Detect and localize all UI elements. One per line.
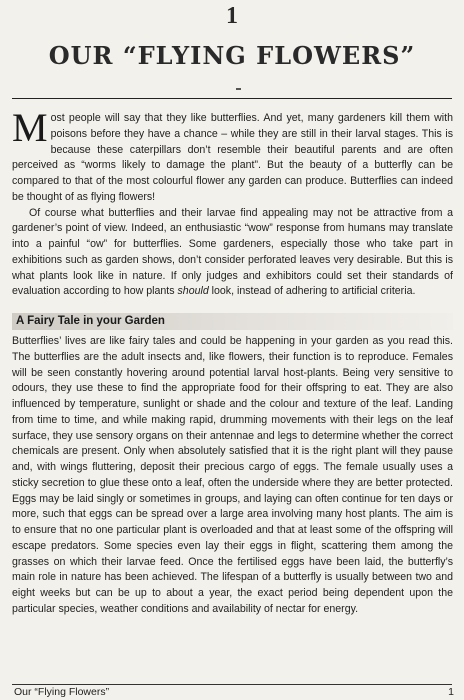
section-text (12, 334, 453, 618)
chapter-title: OUR “FLYING FLOWERS” (48, 41, 416, 70)
header-divider (12, 98, 452, 99)
chapter-number: 1 (226, 3, 238, 29)
footer-divider (12, 684, 452, 685)
drop-cap: M (12, 105, 48, 150)
intro-paragraph-1 (12, 105, 453, 206)
intro-paragraph-2-text-b: look, instead of adhering to artificial criteria. (208, 285, 416, 298)
section-heading: A Fairy Tale in your Garden (12, 313, 453, 330)
running-footer-title: Our “Flying Flowers” (14, 686, 110, 698)
intro-paragraph-1-text: ost people will say that they like butterflies. And yet, many gardeners kill them with poisons before they have a chance – while they are still in their larval stages. This is because these caterpillars don’t resemble their beautiful parents and are often perceived as “worms likely to damage the plant”. But the beauty of a butterfly can be compared to that of the most colourful flower any garden can produce. Butterflies can indeed be thought of as flying flowers! (12, 112, 453, 203)
intro-text (12, 105, 453, 300)
intro-paragraph-2-text-a: Of course what butterflies and their larvae find appealing may not be attractive from a gardener’s point of view. Indeed, an enthusiastic “wow” response from humans may translate into a painful “ow” for butterflies. Some gardeners, especially those who take part in exhibitions such as garden shows, don’t consider perforated leaves very desirable. But this is what plants look like in nature. If only judges and exhibitors could set their standards of evaluation according to how plants (12, 206, 453, 298)
intro-paragraph-2 (12, 206, 453, 301)
section-paragraph: Butterflies’ lives are like fairy tales and could be happening in your garden as you read this. The butterflies are the adult insects and, like flowers, their function is to reproduce. Females will be seen constantly hovering around potential larval host-plants. Being very sensitive to odours, they use these to find the appropriate food for their offspring to eat. They are also influenced by temperature, sunlight or shade and the colour and texture of the leaf. Landing from time to time, and while making rapid, drumming movements with their legs on the leaf surface, they use sensory organs on their antennae and legs to determine whether the correct chemicals are present. Only when absolutely satisfied that it is the right plant will they pause and, with wings fluttering, deposit their precious cargo of eggs. The female usually uses a sticky secretion to glue these onto a leaf, often the underside where they are better protected. Eggs may be laid singly or sometimes in groups, and laying can often continue for ten days or more, such that eggs can be spread over a large area involving many host plants. The aim is to ensure that no one particular plant is overloaded and that at least some of the offspring will escape predators. Some species even lay their eggs in flight, scattering them among the grasses on which their larvae feed. Once the fertilised eggs have been laid, the butterfly’s main role in nature has been achieved. The lifespan of a butterfly is usually between two and eight weeks but can be up to about a year, the exact period being dependent upon the particular species, weather conditions and availability of nectar for energy. (12, 335, 453, 615)
page-number: 1 (448, 686, 454, 698)
title-ornament-dash (236, 88, 241, 90)
emphasis-should: should (177, 285, 209, 298)
